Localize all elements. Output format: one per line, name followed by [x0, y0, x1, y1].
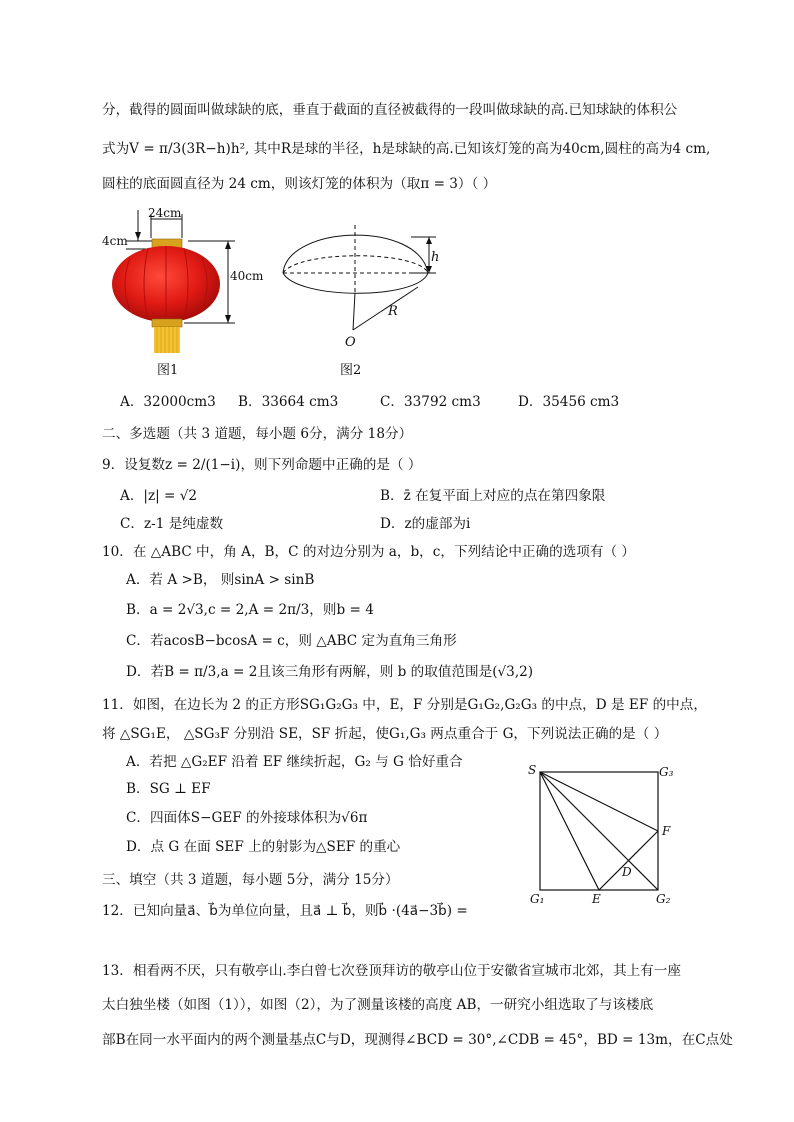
- label-D: D: [622, 865, 632, 879]
- figure2-caption: 图2: [340, 363, 362, 378]
- q10-option-d: D．若B = π/3,a = 2且该三角形有两解，则 b 的取值范围是(√3,2): [126, 664, 534, 680]
- q10-option-a: A．若 A >B， 则sinA > sinB: [126, 572, 315, 588]
- q8-option-b: B．33664 cm3: [238, 394, 339, 410]
- q8-option-d: D．35456 cm3: [518, 394, 620, 410]
- square-fold-figure: [522, 760, 692, 910]
- section-3-heading: 三、填空（共 3 道题，每小题 5分，满分 15分）: [102, 872, 399, 888]
- label-R: R: [388, 304, 398, 319]
- q8-option-c: C．33792 cm3: [380, 394, 481, 410]
- dim-left-label: 4cm: [102, 234, 128, 248]
- q13-line-1: 13．相看两不厌，只有敬亭山.李白曾七次登顶拜访的敬亭山位于安徽省宣城市北郊，其上有一座: [102, 963, 681, 979]
- q11-option-a: A．若把 △G₂EF 沿着 EF 继续折起，G₂ 与 G 恰好重合: [126, 754, 463, 770]
- dim-top-label: 24cm: [148, 206, 182, 220]
- label-F: F: [662, 824, 671, 838]
- label-G1: G₁: [530, 892, 545, 906]
- label-h: h: [431, 250, 440, 265]
- q9-option-d: D．z的虚部为i: [380, 516, 471, 532]
- q13-line-2: 太白独坐楼（如图（1）），如图（2），为了测量该楼的高度 AB，一研究小组选取了与该楼底: [102, 997, 654, 1013]
- q8-option-a: A．32000cm3: [120, 394, 216, 410]
- q10-stem: 10．在 △ABC 中，角 A，B，C 的对边分别为 a，b，c，下列结论中正确的选项有（ ）: [102, 544, 635, 560]
- label-S: S: [528, 763, 537, 777]
- q13-line-3: 部B在同一水平面内的两个测量基点C与D，现测得∠BCD = 30°,∠CDB = 45°，BD = 13m，在C点处: [102, 1032, 733, 1048]
- lantern-figure: [100, 200, 275, 380]
- intro-line-3: 圆柱的底面圆直径为 24 cm，则该灯笼的体积为（取π = 3）（ ）: [102, 176, 497, 192]
- q11-stem-2: 将 △SG₁E， △SG₃F 分别沿 SE，SF 折起，使G₁,G₃ 两点重合于 G，下列说法正确的是（ ）: [102, 726, 668, 742]
- q11-option-d: D．点 G 在面 SEF 上的射影为△SEF 的重心: [126, 839, 401, 855]
- q9-option-b: B．z̄ 在复平面上对应的点在第四象限: [380, 488, 606, 504]
- label-O: O: [345, 335, 356, 350]
- q12-stem: 12．已知向量a⃗、b⃗为单位向量，且a⃗ ⊥ b⃗，则b⃗ ·(4a⃗−3b⃗) =: [102, 903, 468, 919]
- q12-answer-blank: [452, 917, 490, 918]
- q9-option-c: C．z-1 是纯虚数: [120, 516, 224, 532]
- q9-option-a: A．|z| = √2: [120, 488, 198, 504]
- section-2-heading: 二、多选题（共 3 道题，每小题 6分，满分 18分）: [102, 426, 413, 442]
- q11-stem-1: 11．如图，在边长为 2 的正方形SG₁G₂G₃ 中，E，F 分别是G₁G₂,G₂G₃ 的中点，D 是 EF 的中点，: [102, 697, 707, 713]
- intro-line-1: 分，截得的圆面叫做球缺的底，垂直于截面的直径被截得的一段叫做球缺的高.已知球缺的体积公: [102, 102, 678, 118]
- q10-option-b: B．a = 2√3,c = 2,A = 2π/3，则b = 4: [126, 602, 374, 618]
- label-G2: G₂: [656, 892, 671, 906]
- q9-stem: 9．设复数z = 2/(1−i)，则下列命题中正确的是（ ）: [102, 457, 422, 473]
- q11-option-c: C．四面体S−GEF 的外接球体积为√6π: [126, 810, 368, 826]
- label-G3: G₃: [659, 765, 674, 779]
- figure1-caption: 图1: [157, 363, 179, 378]
- label-E: E: [592, 892, 601, 906]
- spherical-cap-figure: [278, 215, 448, 350]
- q10-option-c: C．若acosB−bcosA = c，则 △ABC 定为直角三角形: [126, 633, 457, 649]
- intro-line-2: 式为V = π/3(3R−h)h², 其中R是球的半径，h是球缺的高.已知该灯笼的高为40cm,圆柱的高为4 cm,: [102, 141, 711, 157]
- dim-right-label: 40cm: [230, 269, 264, 283]
- q11-option-b: B．SG ⊥ EF: [126, 781, 211, 797]
